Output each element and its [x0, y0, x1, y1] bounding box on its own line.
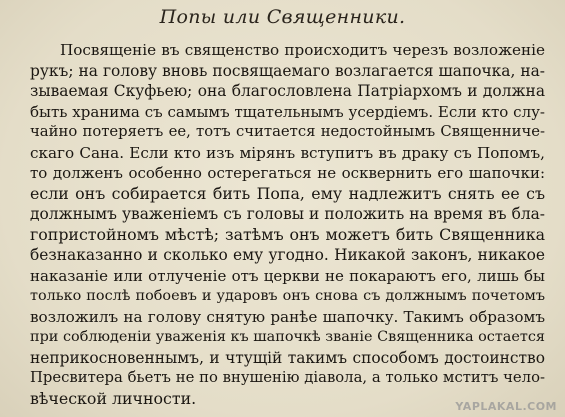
text-line: Посвященіе въ священство происходитъ черезъ возложеніе	[60, 41, 545, 59]
text-line: должнымъ уваженіемъ съ головы и положить на время въ бла-	[30, 205, 545, 223]
paragraph	[30, 40, 545, 409]
text-line: гопристойномъ мѣстѣ; затѣмъ онъ можетъ бить Священника	[30, 224, 545, 244]
text-line: скаго Сана. Если кто изъ мірянъ вступитъ въ драку съ Попомъ,	[30, 143, 545, 162]
text-line: безнаказанно и сколько ему угодно. Никакой законъ, никакое	[30, 246, 545, 264]
text-line: неприкосновеннымъ, и чтущій такимъ способомъ достоинство	[30, 348, 545, 367]
text-line: при соблюденіи уваженія къ шапочкѣ званіе Священника остается	[30, 329, 545, 345]
text-line: только послѣ побоевъ и ударовъ онъ снова съ должнымъ почетомъ	[30, 288, 545, 304]
text-line: зываемая Скуфьею; она благословлена Патріархомъ и должна	[30, 82, 545, 100]
text-line: если онъ собирается бить Попа, ему надлежитъ снять ее съ	[30, 183, 545, 203]
text-line: возложилъ на голову снятую ранѣе шапочку. Такимъ образомъ	[30, 307, 545, 326]
text-line: рукъ; на голову вновь посвящаемаго возлагается шапочка, на-	[30, 61, 545, 80]
text-line: наказаніе или отлученіе отъ церкви не покараютъ его, лишь бы	[30, 266, 545, 285]
text-line: чайно потеряетъ ее, тотъ считается недостойнымъ Священниче-	[30, 123, 545, 140]
text-line: вѣческой личности.	[30, 388, 197, 408]
text-line: Пресвитера бьетъ не по внушенію діавола, а только мститъ чело-	[30, 369, 545, 386]
text-line: быть хранима съ самымъ тщательнымъ усердіемъ. Если кто слу-	[30, 102, 545, 121]
chapter-title: Попы или Священники.	[159, 6, 406, 28]
site-watermark: YAPLAKAL.COM	[455, 400, 557, 413]
text-line: то долженъ особенно остерегаться не осквернить его шапочки:	[30, 164, 545, 182]
